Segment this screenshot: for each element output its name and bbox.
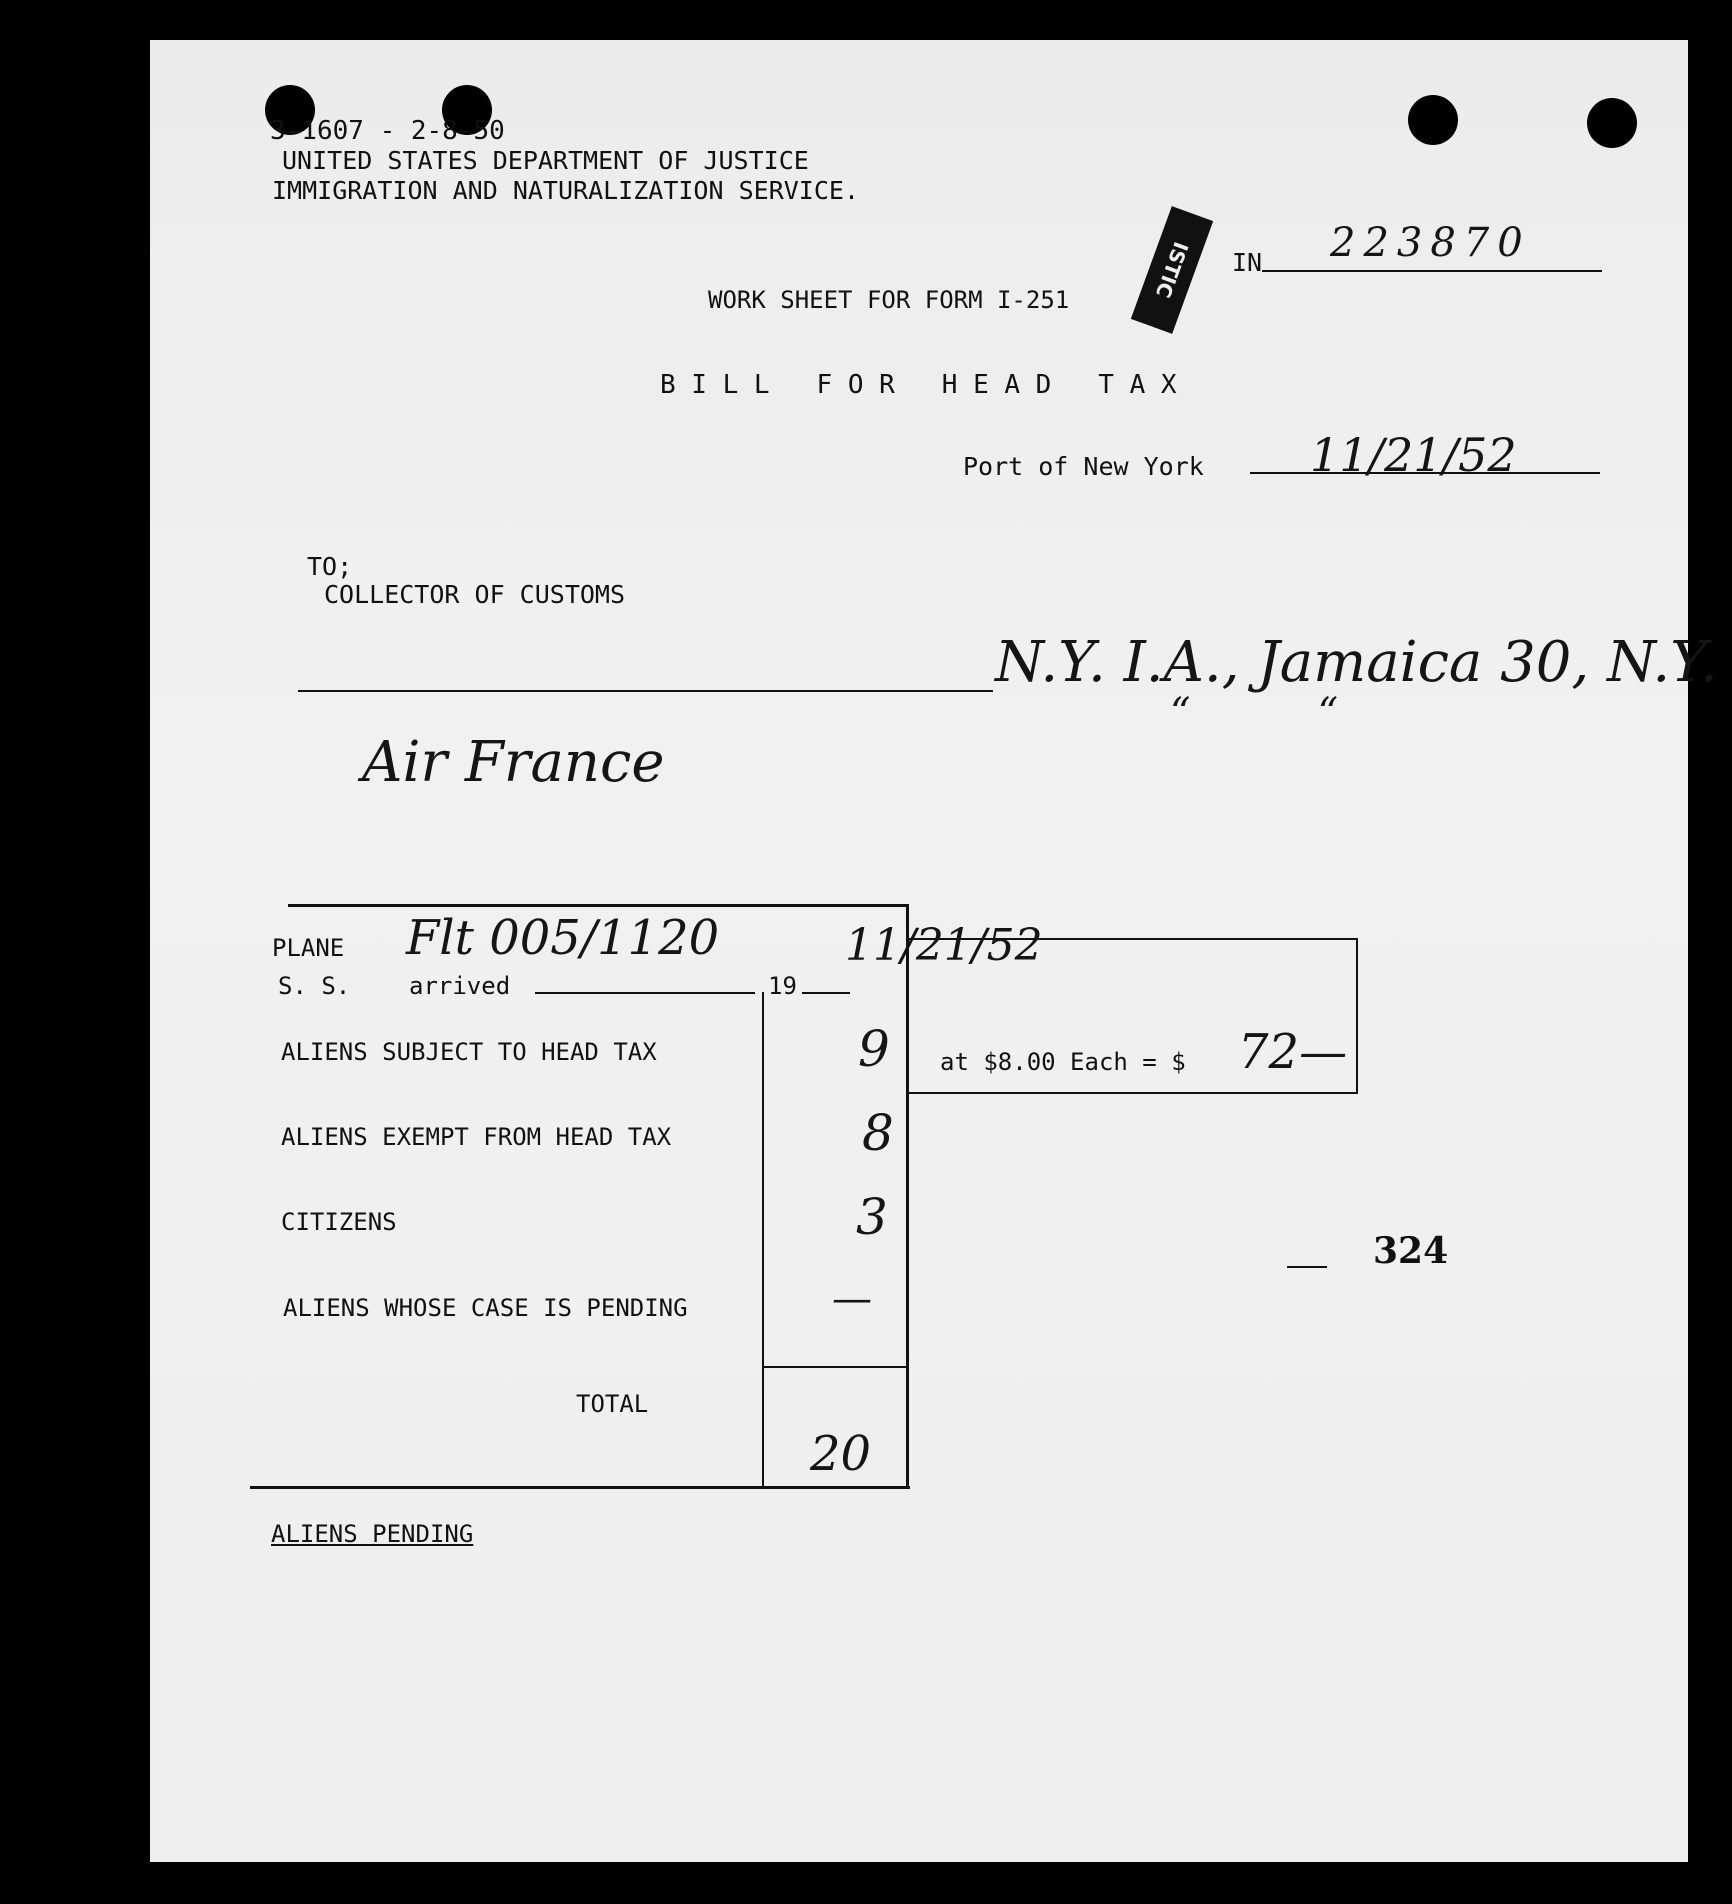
rate-box-bottom: [906, 1092, 1358, 1094]
flight-number: Flt 005/1120: [406, 910, 720, 966]
total-value: 20: [810, 1426, 872, 1482]
port-label: Port of New York: [963, 452, 1204, 481]
in-label: IN: [1232, 248, 1263, 277]
aliens-pending-label: ALIENS PENDING: [271, 1520, 474, 1548]
total-rule: [762, 1366, 908, 1368]
arrival-date: 11/21/52: [845, 920, 1043, 971]
amount-value: 72—: [1238, 1024, 1348, 1080]
total-label: TOTAL: [576, 1390, 649, 1418]
department-name: UNITED STATES DEPARTMENT OF JUSTICE: [282, 146, 809, 175]
table-bottom-rule: [250, 1486, 910, 1489]
row-value-citizens: 3: [856, 1188, 888, 1246]
rate-text: at $8.00 Each = $: [940, 1048, 1186, 1076]
ss-label: S. S.: [278, 972, 351, 1000]
worksheet-title: WORK SHEET FOR FORM I-251: [708, 286, 1070, 314]
punch-hole: [1587, 98, 1637, 148]
in-underline: [1262, 270, 1602, 272]
arrived-label: arrived: [409, 972, 511, 1000]
arrived-underline: [535, 992, 755, 994]
row-value-pending: —: [832, 1276, 872, 1322]
year-underline: [802, 992, 850, 994]
service-name: IMMIGRATION AND NATURALIZATION SERVICE.: [272, 176, 859, 205]
port-date: 11/21/52: [1310, 428, 1517, 482]
address-handwritten: N.Y. I.A., Jamaica 30, N.Y.: [995, 630, 1718, 695]
row-label-citizens: CITIZENS: [281, 1208, 397, 1236]
in-number: 223870: [1330, 220, 1531, 266]
bill-title: B I L L F O R H E A D T A X: [660, 370, 1177, 400]
plane-label: PLANE: [272, 934, 345, 962]
rate-box-right: [1356, 938, 1358, 1094]
table-top-rule: [288, 904, 908, 907]
stamp: ISTIC: [1131, 206, 1213, 334]
row-label-pending: ALIENS WHOSE CASE IS PENDING: [283, 1294, 688, 1322]
table-right-rule: [906, 904, 909, 1486]
address-ditto: “ “: [1170, 690, 1339, 736]
document-page: [150, 40, 1718, 1862]
collector-label: COLLECTOR OF CUSTOMS: [324, 580, 626, 609]
table-inner-vertical: [762, 992, 764, 1486]
row-value-subject: 9: [858, 1020, 890, 1078]
to-label: TO;: [307, 552, 353, 581]
page-number-dash: [1287, 1266, 1327, 1268]
year-prefix: 19: [768, 972, 797, 1000]
punch-hole: [1408, 95, 1458, 145]
carrier-handwritten: Air France: [362, 730, 665, 795]
page-number: 324: [1373, 1230, 1449, 1272]
address-underline: [298, 690, 993, 692]
row-value-exempt: 8: [862, 1104, 894, 1162]
row-label-subject: ALIENS SUBJECT TO HEAD TAX: [281, 1038, 657, 1066]
row-label-exempt: ALIENS EXEMPT FROM HEAD TAX: [281, 1123, 672, 1151]
form-code: 3-1607 - 2-8-50: [270, 116, 505, 146]
